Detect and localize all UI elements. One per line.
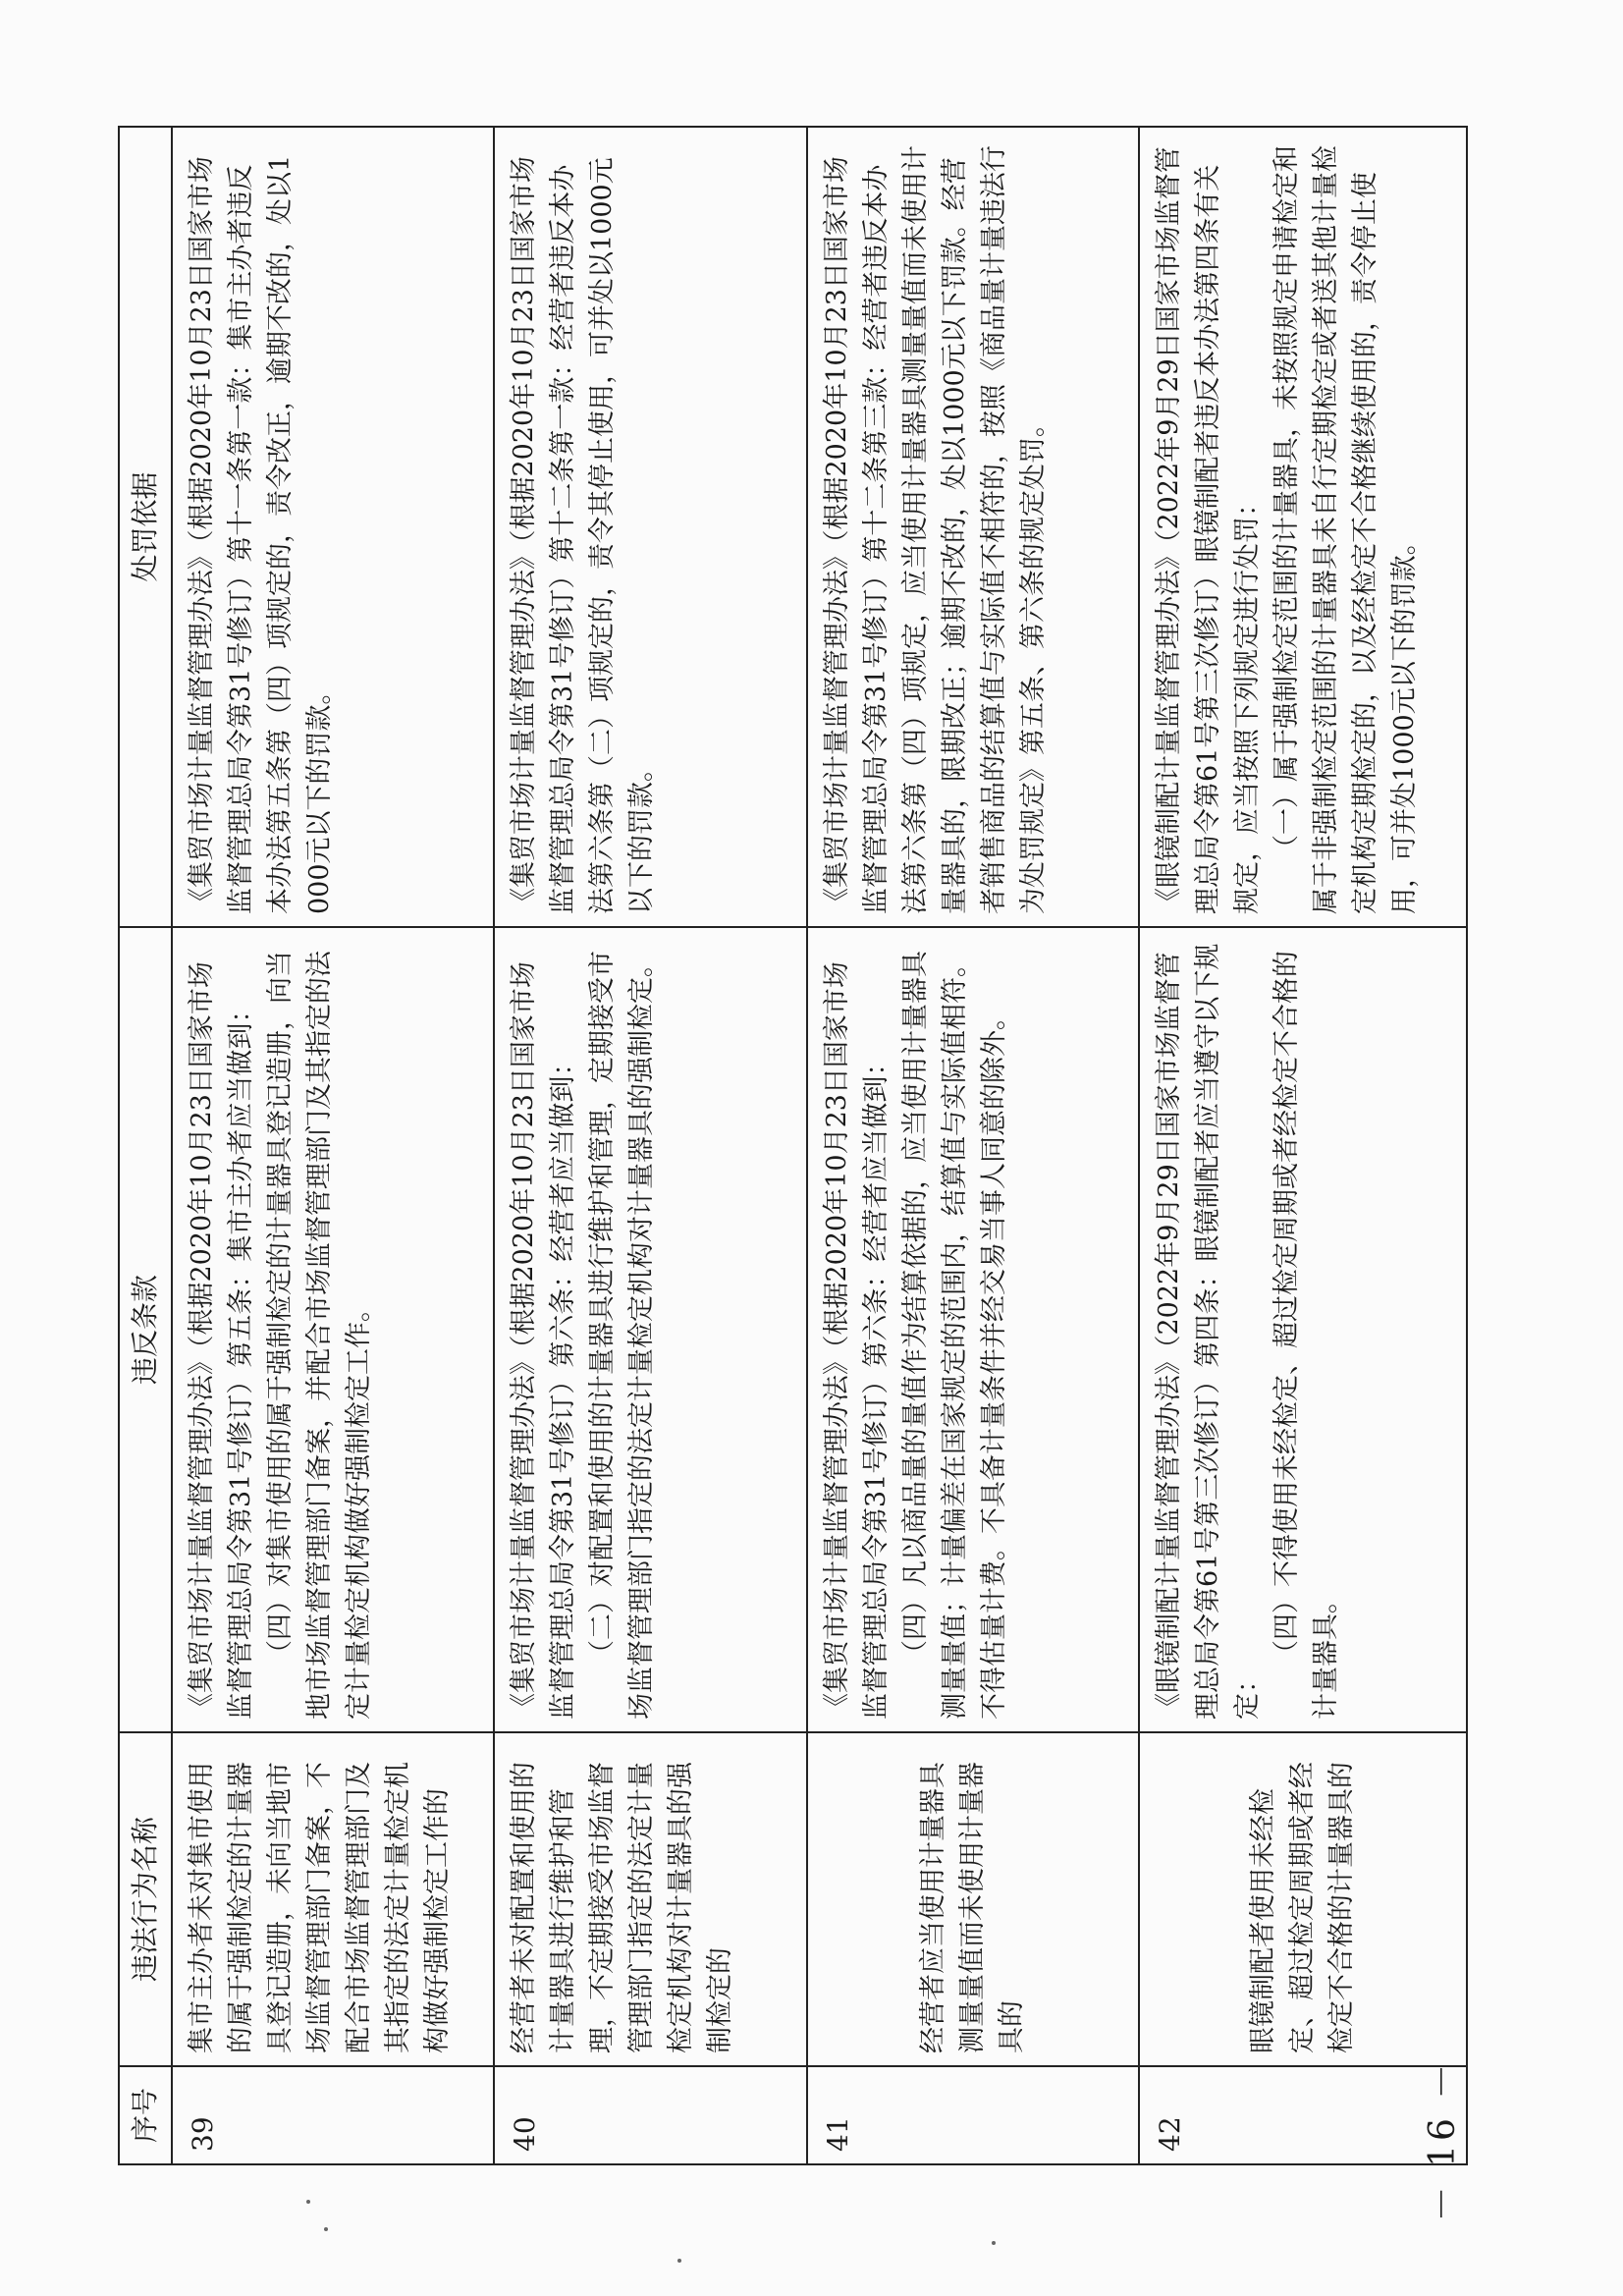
rotated-table-frame: [118, 128, 1468, 2165]
basis-text: （一）属于强制检定范围的计量器具，未按照规定申请检定和属于非强制检定范围的计量器具未自行定期检定或者送其他计量检定机构定期检定的，以及经检定不合格继续使用的，责令停止使用，可并处1000元以下的罚款。: [1271, 145, 1421, 914]
row-seq: 42: [1139, 2066, 1467, 2164]
basis-text: 《集贸市场计量监督管理办法》（根据2020年10月23日国家市场监督管理总局令第31号修订）第十一条第一款：集市主办者违反本办法第五条第（四）项规定的，责令改正，逾期不改的，处以1000元以下的罚款。: [187, 154, 335, 914]
row-basis: [494, 127, 806, 927]
row-violation-name: 眼镜制配者使用未经检定、超过检定周期或者经检定不合格的计量器具的: [1139, 1732, 1467, 2066]
clause-text: （四）不得使用未经检定、超过检定周期或者经检定不合格的计量器具。: [1271, 951, 1342, 1720]
clause-text: （四）对集市使用的属于强制检定的计量器具登记造册，向当地市场监督管理部门备案，并配合市场监督管理部门及其指定的法定计量检定机构做好强制检定工作。: [264, 951, 374, 1720]
clause-text: 《集贸市场计量监督管理办法》（根据2020年10月23日国家市场监督管理总局令第31号修订）第六条：经营者应当做到：: [821, 961, 892, 1720]
row-violation-name: 集市主办者未对集市使用的属于强制检定的计量器具登记造册，未向当地市场监督管理部门备案，不配合市场监督管理部门及其指定的法定计量检定机构做好强制检定工作的: [172, 1732, 494, 2066]
basis-text: 《集贸市场计量监督管理办法》（根据2020年10月23日国家市场监督管理总局令第31号修订）第十二条第三款：经营者违反本办法第六条第（四）项规定，应当使用计量器具测量量值而未使用计量器具的，限期改正；逾期不改的，处以1000元以下罚款。经营者销售商品的结算值与实际值不相符的，按照《商品量计量违法行为处罚规定》第五条、第六条的规定处罚。: [821, 145, 1049, 914]
table-row: [172, 127, 494, 2164]
regulation-table: [118, 126, 1468, 2165]
clause-text: 《眼镜制配计量监督管理办法》（2022年9月29日国家市场监督管理总局令第61号第三次修订）第四条：眼镜制配者应当遵守以下规定：: [1154, 943, 1264, 1720]
clause-text: 《集贸市场计量监督管理办法》（根据2020年10月23日国家市场监督管理总局令第31号修订）第五条：集市主办者应当做到：: [187, 961, 256, 1720]
header-seq: 序号: [119, 2066, 172, 2164]
rotated-table-wrapper: [118, 128, 1468, 2165]
scan-speck: [992, 2241, 996, 2245]
basis-text: 《集贸市场计量监督管理办法》（根据2020年10月23日国家市场监督管理总局令第31号修订）第十二条第一款：经营者违反本办法第六条第（二）项规定的，责令其停止使用，可并处以1000元以下的罚款。: [509, 156, 658, 914]
row-seq: 39: [172, 2066, 494, 2164]
row-violation-name: 经营者未对配置和使用的计量器具进行维护和管理，不定期接受市场监督管理部门指定的法定计量检定机构对计量器具的强制检定的: [494, 1732, 806, 2066]
row-basis: [807, 127, 1140, 927]
scan-speck: [324, 2227, 328, 2231]
row-basis: [1139, 127, 1467, 927]
scan-speck: [306, 2200, 310, 2204]
row-violation-name: 经营者应当使用计量器具测量量值而未使用计量器具的: [807, 1732, 1140, 2066]
clause-text: 《集贸市场计量监督管理办法》（根据2020年10月23日国家市场监督管理总局令第31号修订）第六条：经营者应当做到：: [509, 961, 579, 1720]
page-number-text: － 16 －: [1423, 2059, 1463, 2222]
row-clause: [1139, 927, 1467, 1732]
row-seq: 41: [807, 2066, 1140, 2164]
header-name: 违法行为名称: [119, 1732, 172, 2066]
header-clause: 违反条款: [119, 927, 172, 1732]
header-basis: 处罚依据: [119, 127, 172, 927]
table-row: [1139, 127, 1467, 2164]
basis-text: 《眼镜制配计量监督管理办法》（2022年9月29日国家市场监督管理总局令第61号第三次修订）眼镜制配者违反本办法第四条有关规定，应当按照下列规定进行处罚：: [1154, 146, 1264, 914]
page-number: [1414, 2033, 1473, 2249]
row-clause: [807, 927, 1140, 1732]
table-row: [807, 127, 1140, 2164]
table-header-row: [119, 127, 172, 2164]
clause-text: （四）凡以商品量的量值作为结算依据的，应当使用计量器具测量量值；计量偏差在国家规定的范围内，结算值与实际值相符。不得估量计费。不具备计量条件并经交易当事人同意的除外。: [899, 951, 1009, 1720]
row-clause: [494, 927, 806, 1732]
row-seq: 40: [494, 2066, 806, 2164]
clause-text: （二）对配置和使用的计量器具进行维护和管理，定期接受市场监督管理部门指定的法定计量检定机构对计量器具的强制检定。: [587, 951, 658, 1720]
scan-speck: [677, 2259, 681, 2263]
row-clause: [172, 927, 494, 1732]
row-basis: [172, 127, 494, 927]
table-row: [494, 127, 806, 2164]
